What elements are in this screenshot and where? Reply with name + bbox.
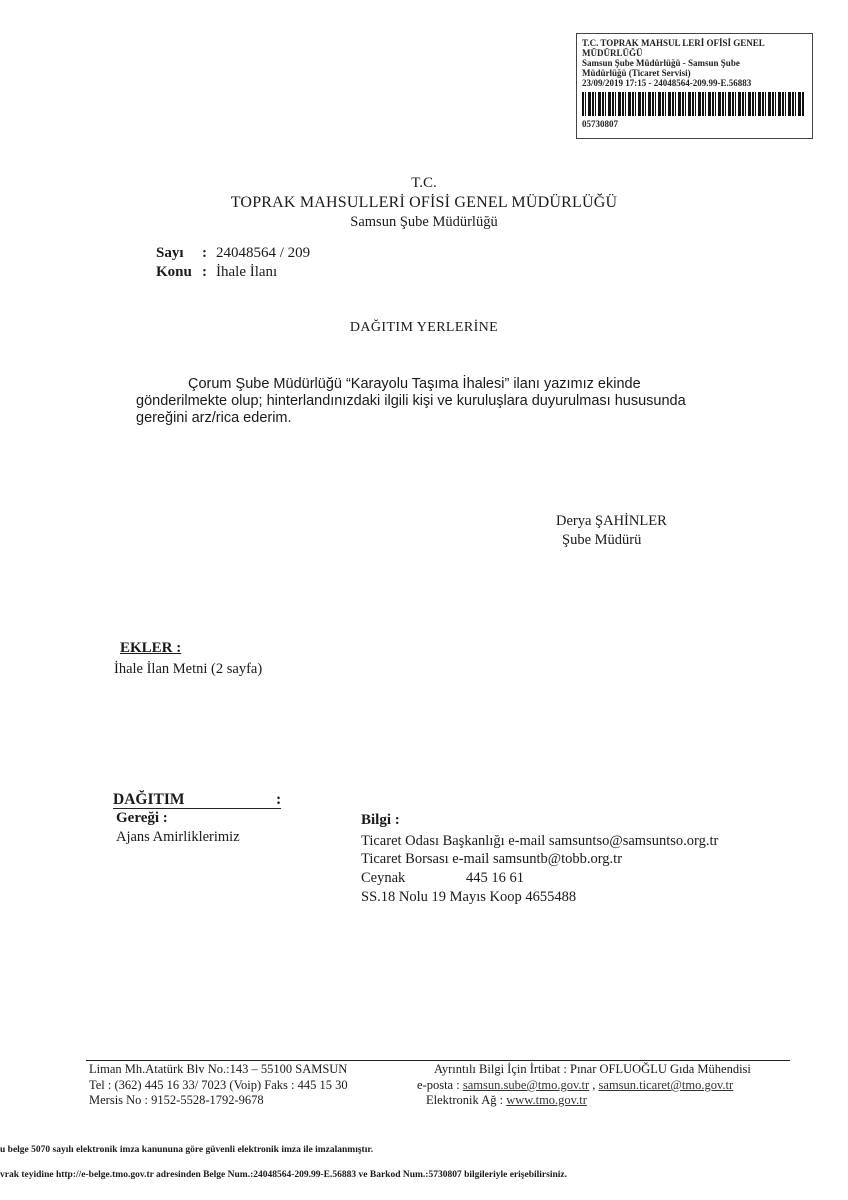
meta-sayi	[156, 245, 310, 262]
footer-contact: Ayrıntılı Bilgi İçin İrtibat : Pınar OFLUOĞLU Gıda Mühendisi	[434, 1062, 751, 1076]
stamp-line: MÜDÜRLÜĞÜ	[582, 48, 643, 58]
footer-website	[426, 1093, 587, 1108]
distribution-underline	[113, 808, 281, 809]
footer-divider	[86, 1060, 790, 1061]
e-signature-note: u belge 5070 sayılı elektronik imza kanununa göre güvenli elektronik imza ile imzalanmıştır.	[0, 1145, 374, 1155]
header-organization: TOPRAK MAHSULLERİ OFİSİ GENEL MÜDÜRLÜĞÜ	[230, 194, 618, 211]
footer-mersis: Mersis No : 9152-5528-1792-9678	[89, 1093, 264, 1107]
info-recipient: Ticaret Odası Başkanlığı e-mail samsuntso@samsuntso.org.tr	[361, 833, 719, 849]
footer-phone: Tel : (362) 445 16 33/ 7023 (Voip) Faks : 445 15 30	[89, 1078, 348, 1092]
konu-colon: :	[202, 264, 207, 280]
website-label: Elektronik Ağ :	[426, 1093, 507, 1107]
document-stamp	[576, 33, 813, 139]
body-line: gönderilmekte olup; hinterlandınızdaki ilgili kişi ve kuruluşlara duyurulması hususunda	[136, 393, 686, 409]
konu-label: Konu	[156, 264, 192, 280]
info-recipients-title: Bilgi :	[361, 812, 400, 828]
header-country: T.C.	[411, 175, 437, 191]
attachment-item: İhale İlan Metni (2 sayfa)	[114, 661, 263, 677]
info-recipient: Ceynak	[361, 870, 406, 886]
body-line: gereğini arz/rica ederim.	[136, 410, 292, 426]
stamp-line: 23/09/2019 17:15 - 24048564-209.99-E.56883	[582, 78, 752, 88]
meta-konu	[156, 264, 277, 281]
action-recipient: Ajans Amirliklerimiz	[116, 829, 240, 845]
letter-body	[136, 376, 726, 427]
body-line: Çorum Şube Müdürlüğü “Karayolu Taşıma İhalesi” ilanı yazımız ekinde	[188, 376, 641, 392]
email-link-ticaret[interactable]: samsun.ticaret@tmo.gov.tr	[598, 1078, 734, 1092]
verification-note: vrak teyidine http://e-belge.tmo.gov.tr adresinden Belge Num.:24048564-209.99-E.56883 ve Barkod Num.:5730807 bilgileriyle erişebilirsiniz.	[0, 1170, 567, 1180]
header-branch: Samsun Şube Müdürlüğü	[350, 214, 498, 230]
info-recipient-phone: 445 16 61	[466, 870, 524, 886]
info-recipient: SS.18 Nolu 19 Mayıs Koop 4655488	[361, 889, 577, 905]
footer-address: Liman Mh.Atatürk Blv No.:143 – 55100 SAMSUN	[89, 1062, 348, 1076]
website-link[interactable]: www.tmo.gov.tr	[506, 1093, 587, 1107]
footer-email	[417, 1078, 733, 1093]
email-link-sube[interactable]: samsun.sube@tmo.gov.tr	[462, 1078, 590, 1092]
stamp-line: T.C. TOPRAK MAHSUL LERİ OFİSİ GENEL	[582, 38, 765, 48]
barcode-number: 05730807	[582, 119, 618, 129]
distribution-colon: :	[276, 791, 282, 808]
info-recipient: Ticaret Borsası e-mail samsuntb@tobb.org.tr	[361, 851, 623, 867]
signatory-name: Derya ŞAHİNLER	[556, 513, 667, 529]
distribution-title: DAĞITIM	[113, 791, 185, 808]
email-separator: ,	[589, 1078, 599, 1092]
signatory-title: Şube Müdürü	[562, 532, 642, 548]
barcode-image	[582, 92, 804, 116]
attachments-title: EKLER :	[120, 640, 182, 656]
stamp-line: Samsun Şube Müdürlüğü - Samsun Şube	[582, 58, 740, 68]
action-recipients-title: Gereği :	[116, 810, 168, 826]
addressee-title: DAĞITIM YERLERİNE	[349, 320, 499, 335]
sayi-label: Sayı	[156, 245, 184, 261]
konu-value: İhale İlanı	[216, 264, 278, 280]
email-label: e-posta :	[417, 1078, 463, 1092]
sayi-value: 24048564 / 209	[216, 245, 311, 261]
sayi-colon: :	[202, 245, 207, 261]
stamp-line: Müdürlüğü (Ticaret Servisi)	[582, 68, 691, 78]
